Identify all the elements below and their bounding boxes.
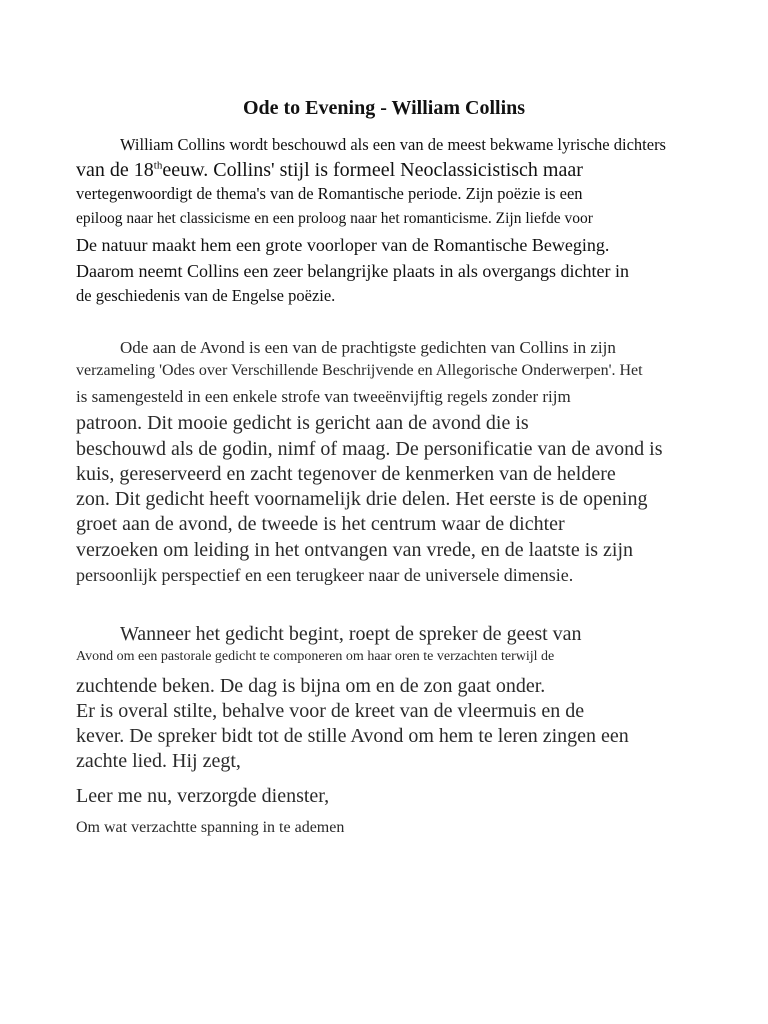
p3-line-4: Er is overal stilte, behalve voor de kreet van de vleermuis en de — [76, 700, 585, 722]
p2-line-9: verzoeken om leiding in het ontvangen van vrede, en de laatste is zijn — [76, 539, 634, 561]
p5-line-1: Om wat verzachtte spanning in te ademen — [76, 819, 345, 836]
p1-line-2-pre: van de 18 — [76, 159, 154, 181]
p2-line-1: Ode aan de Avond is een van de prachtigste gedichten van Collins in zijn — [120, 338, 616, 357]
p2-line-10: persoonlijk perspectief en een terugkeer naar de universele dimensie. — [76, 565, 574, 585]
p2-line-7: zon. Dit gedicht heeft voornamelijk drie delen. Het eerste is de opening — [76, 488, 648, 510]
p2-line-2: verzameling 'Odes over Verschillende Beschrijvende en Allegorische Onderwerpen'. Het — [76, 362, 643, 379]
p1-line-4: epiloog naar het classicisme en een proloog naar het romanticisme. Zijn liefde voor — [76, 210, 593, 227]
p2-line-4: patroon. Dit mooie gedicht is gericht aan de avond die is — [76, 412, 529, 434]
p3-line-5: kever. De spreker bidt tot de stille Avond om hem te leren zingen een — [76, 725, 629, 747]
p1-line-2-sup: th — [153, 159, 163, 172]
p1-line-5: De natuur maakt hem een grote voorloper van de Romantische Beweging. — [76, 235, 610, 255]
p2-line-3: is samengesteld in een enkele strofe van tweeënvijftig regels zonder rijm — [76, 387, 571, 406]
p1-line-6: Daarom neemt Collins een zeer belangrijke plaats in als overgangs dichter in — [76, 261, 629, 281]
p1-line-1: William Collins wordt beschouwd als een van de meest bekwame lyrische dichters — [120, 135, 666, 154]
document-title: Ode to Evening - William Collins — [242, 97, 526, 119]
p3-line-3: zuchtende beken. De dag is bijna om en de zon gaat onder. — [76, 675, 546, 697]
p2-line-5: beschouwd als de godin, nimf of maag. De personificatie van de avond is — [76, 438, 663, 460]
p2-line-6: kuis, gereserveerd en zacht tegenover de kenmerken van de heldere — [76, 463, 616, 485]
p3-line-6: zachte lied. Hij zegt, — [76, 750, 241, 772]
p1-line-3: vertegenwoordigt de thema's van de Romantische periode. Zijn poëzie is een — [76, 184, 583, 203]
p2-line-8: groet aan de avond, de tweede is het centrum waar de dichter — [76, 513, 565, 535]
p4-line-1: Leer me nu, verzorgde dienster, — [76, 785, 330, 807]
p1-line-7: de geschiedenis van de Engelse poëzie. — [76, 286, 336, 305]
p3-line-2: Avond om een pastorale gedicht te componeren om haar oren te verzachten terwijl de — [76, 649, 555, 664]
p1-line-2 — [76, 160, 583, 180]
p1-line-2-post: eeuw. Collins' stijl is formeel Neoclassicistisch maar — [162, 159, 583, 181]
p3-line-1: Wanneer het gedicht begint, roept de spreker de geest van — [120, 623, 582, 645]
